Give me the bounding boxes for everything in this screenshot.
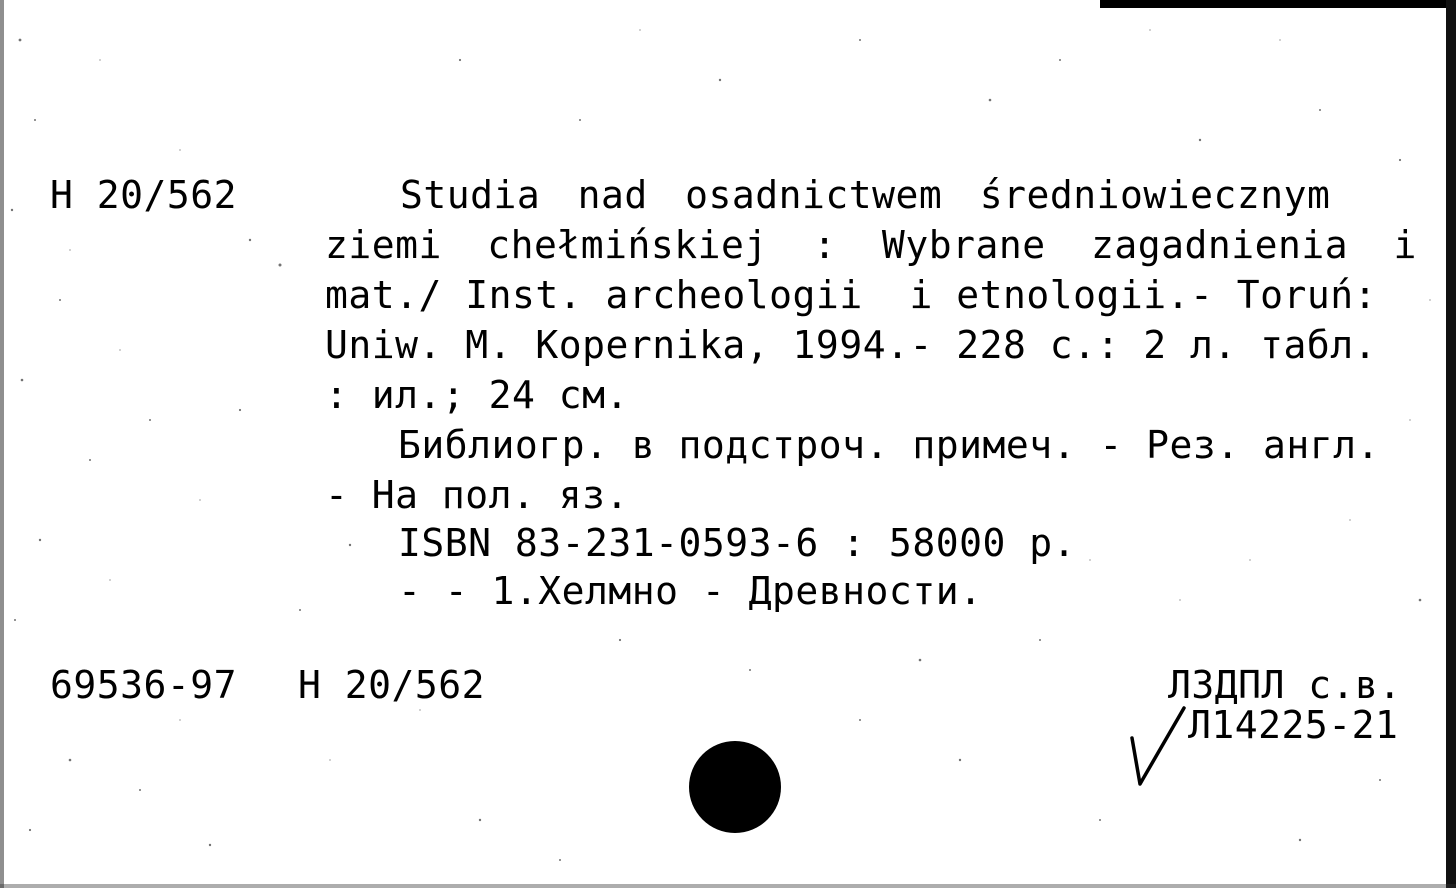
inventory-number: 69536-97	[50, 663, 238, 707]
card-number: Л14225-21	[1188, 703, 1399, 747]
physical-description: : ил.; 24 см.	[325, 373, 629, 417]
imprint-line-1: mat./ Inst. archeologii i etnologii.- Toruń:	[325, 273, 1378, 317]
checkmark-icon	[1120, 700, 1200, 790]
note-line-1: Библиогр. в подстроч. примеч. - Рез. англ.	[398, 423, 1380, 467]
library-code: ЛЗДПЛ с.в.	[1168, 663, 1402, 707]
scan-edge-left	[0, 0, 4, 888]
note-line-2: - На пол. яз.	[325, 473, 629, 517]
imprint-line-2: Uniw. M. Kopernika, 1994.- 228 с.: 2 л. табл.	[325, 323, 1378, 367]
isbn-price: ISBN 83-231-0593-6 : 58000 р.	[398, 521, 1076, 565]
call-number-bottom: H 20/562	[298, 663, 486, 707]
title-line-2: ziemi chełmińskiej : Wybrane zagadnienia i	[325, 223, 1417, 267]
scan-edge-top	[1100, 0, 1456, 8]
scan-edge-bottom	[0, 884, 1456, 888]
scan-edge-right	[1446, 0, 1456, 888]
punch-hole	[689, 741, 781, 833]
subject-heading: - - 1.Хелмно - Древности.	[398, 569, 983, 613]
title-line-1: Studia nad osadnictwem średniowiecznym	[400, 173, 1331, 217]
call-number-top: H 20/562	[50, 173, 238, 217]
